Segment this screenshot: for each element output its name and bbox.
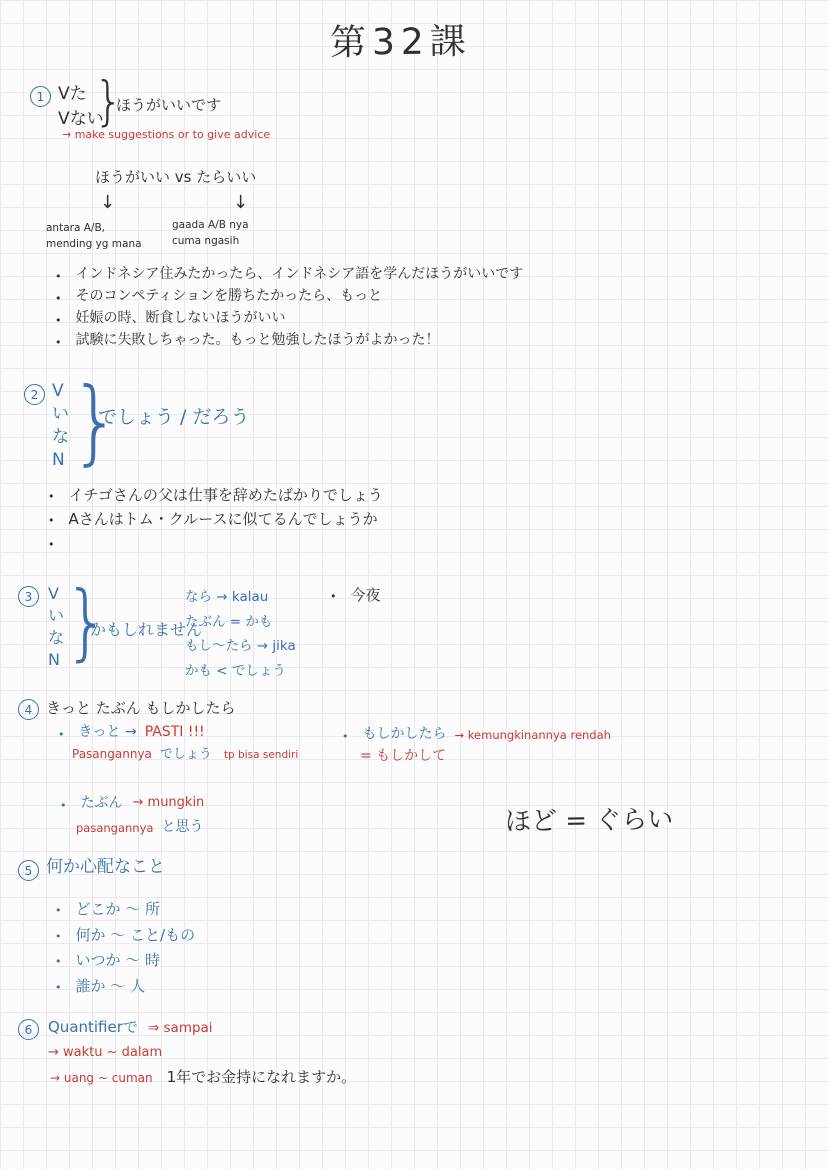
- term: たぶん: [80, 795, 123, 811]
- hodo-gurai-note: ほど = ぐらい: [504, 804, 674, 838]
- grammar-item: 何か ～ こと/もの: [75, 926, 196, 944]
- bullet-row: [48, 486, 383, 505]
- note-small: tp bisa sendiri: [223, 749, 299, 761]
- heading-blue: Quantifierで: [48, 1018, 138, 1036]
- example-sentence: Aさんはトム・クルースに似てるんでしょうか: [68, 510, 378, 528]
- bullet-icon: •: [48, 490, 55, 503]
- note-line: もし～たら → jika: [185, 638, 296, 655]
- section-1-pattern: ほうがいいです: [116, 96, 222, 114]
- bullet-icon: •: [48, 514, 55, 527]
- form-line: Vた: [58, 84, 87, 104]
- form-line: な: [52, 426, 69, 447]
- bullet-row: [48, 534, 69, 551]
- note-red: Pasangannya: [72, 747, 152, 761]
- note-line: かも < でしょう: [185, 662, 286, 679]
- example-sentence: 試験に失敗しちゃった。もっと勉強したほうがよかった！: [75, 332, 440, 348]
- side-word: 今夜: [350, 586, 381, 604]
- bullet-icon: •: [60, 799, 67, 812]
- section-4-heading: きっと たぶん もしかしたら: [46, 699, 236, 717]
- bullet-icon: •: [55, 314, 62, 327]
- note-red: pasangannya: [76, 821, 154, 835]
- note-blue: でしょう: [159, 747, 212, 762]
- form-line: な: [48, 628, 65, 648]
- bullet-row: [55, 900, 160, 919]
- bullet-icon: •: [330, 590, 337, 603]
- section-1-number: 1: [30, 86, 51, 107]
- note-line: なら → kalau: [185, 589, 269, 605]
- form-line: V: [48, 584, 59, 603]
- down-arrow-icon: ↓: [100, 192, 116, 213]
- form-line: い: [52, 403, 69, 424]
- bullet-icon: •: [58, 728, 65, 741]
- example-sentence: イチゴさんの父は仕事を辞めたばかりでしょう: [68, 486, 383, 504]
- grammar-item: いつか ～ 時: [75, 951, 161, 969]
- example-sentence: そのコンペティションを勝ちたかったら、もっと: [75, 288, 383, 304]
- note-line: antara A/B,: [46, 222, 105, 234]
- section-1-english-note: → make suggestions or to give advice: [62, 128, 271, 141]
- bullet-icon: •: [55, 292, 62, 305]
- grammar-item: 誰か ～ 人: [75, 977, 146, 995]
- bullet-icon: •: [55, 270, 62, 283]
- section-1-left-note: [46, 221, 142, 253]
- note-line: = もしかして: [360, 748, 447, 764]
- section-4-number: 4: [18, 699, 39, 720]
- bullet-icon: •: [55, 336, 62, 349]
- section-1-vs-line: ほうがいい vs たらいい: [95, 168, 257, 186]
- section-5-number: 5: [18, 860, 39, 881]
- section-2-form-stack: [52, 380, 69, 472]
- section-1-right-note: [172, 218, 249, 250]
- section-3-number: 3: [18, 586, 39, 607]
- example-sentence: インドネシア住みたかったら、インドネシア語を学んだほうがいいです: [75, 266, 524, 282]
- note-line: cuma ngasih: [172, 234, 240, 247]
- bullet-row: [55, 926, 195, 945]
- translation: → mungkin: [132, 795, 205, 810]
- note-row: [76, 819, 203, 837]
- translation: → kemungkinannya rendah: [454, 728, 611, 742]
- form-line: V: [52, 381, 64, 401]
- bullet-row: [55, 288, 382, 306]
- bullet-row: [48, 510, 378, 529]
- note-line: たぶん = かも: [185, 613, 273, 630]
- bullet-row: [55, 977, 145, 996]
- bullet-icon: •: [55, 981, 62, 994]
- bullet-row: [55, 951, 160, 970]
- bullet-icon: •: [55, 904, 62, 917]
- bullet-icon: •: [48, 538, 55, 551]
- bullet-row: [55, 310, 286, 328]
- translation: PASTI !!!: [144, 724, 205, 740]
- section-5-heading: 何か心配なこと: [46, 857, 165, 877]
- note-row: [72, 747, 298, 763]
- bullet-row: [330, 586, 381, 605]
- term: きっと →: [78, 724, 137, 740]
- bullet-icon: •: [342, 730, 349, 743]
- brace-glyph: }: [64, 573, 110, 670]
- section-2-number: 2: [24, 384, 45, 405]
- section-3-form-stack: [48, 583, 64, 671]
- section-6-number: 6: [18, 1019, 39, 1040]
- note-line: gaada A/B nya: [172, 219, 249, 231]
- form-line: N: [48, 650, 60, 670]
- form-line: N: [52, 449, 65, 470]
- bullet-icon: •: [55, 955, 62, 968]
- section-2-pattern: でしょう / だろう: [98, 406, 250, 428]
- note-line: → waktu ~ dalam: [48, 1045, 163, 1060]
- note-blue: と思う: [161, 819, 204, 835]
- term: もしかしたら: [362, 726, 447, 742]
- bullet-row: [342, 726, 611, 744]
- bullet-row: [55, 266, 523, 284]
- bullet-icon: •: [55, 930, 62, 943]
- grammar-item: どこか ～ 所: [75, 900, 161, 918]
- note-row: [50, 1068, 356, 1087]
- note-line: mending yg mana: [46, 237, 142, 250]
- down-arrow-icon: ↓: [233, 192, 249, 213]
- bullet-row: [60, 795, 204, 813]
- heading-red: ⇒ sampai: [147, 1020, 213, 1036]
- brace-glyph: }: [94, 69, 124, 132]
- example-sentence: 1年でお金持になれますか。: [166, 1068, 357, 1086]
- bullet-row: [55, 332, 440, 350]
- form-line: Vない: [58, 108, 104, 129]
- bullet-row: [58, 724, 205, 742]
- note-red: → uang ~ cuman: [50, 1071, 153, 1085]
- form-line: い: [48, 606, 65, 626]
- example-sentence: 妊娠の時、断食しないほうがいい: [75, 310, 286, 326]
- section-6-heading: [48, 1018, 213, 1037]
- section-3-side-notes: [185, 585, 296, 683]
- page-title: 第32課: [329, 21, 473, 64]
- section-3-pattern: かもしれません: [90, 620, 203, 639]
- brace-glyph: }: [70, 367, 121, 475]
